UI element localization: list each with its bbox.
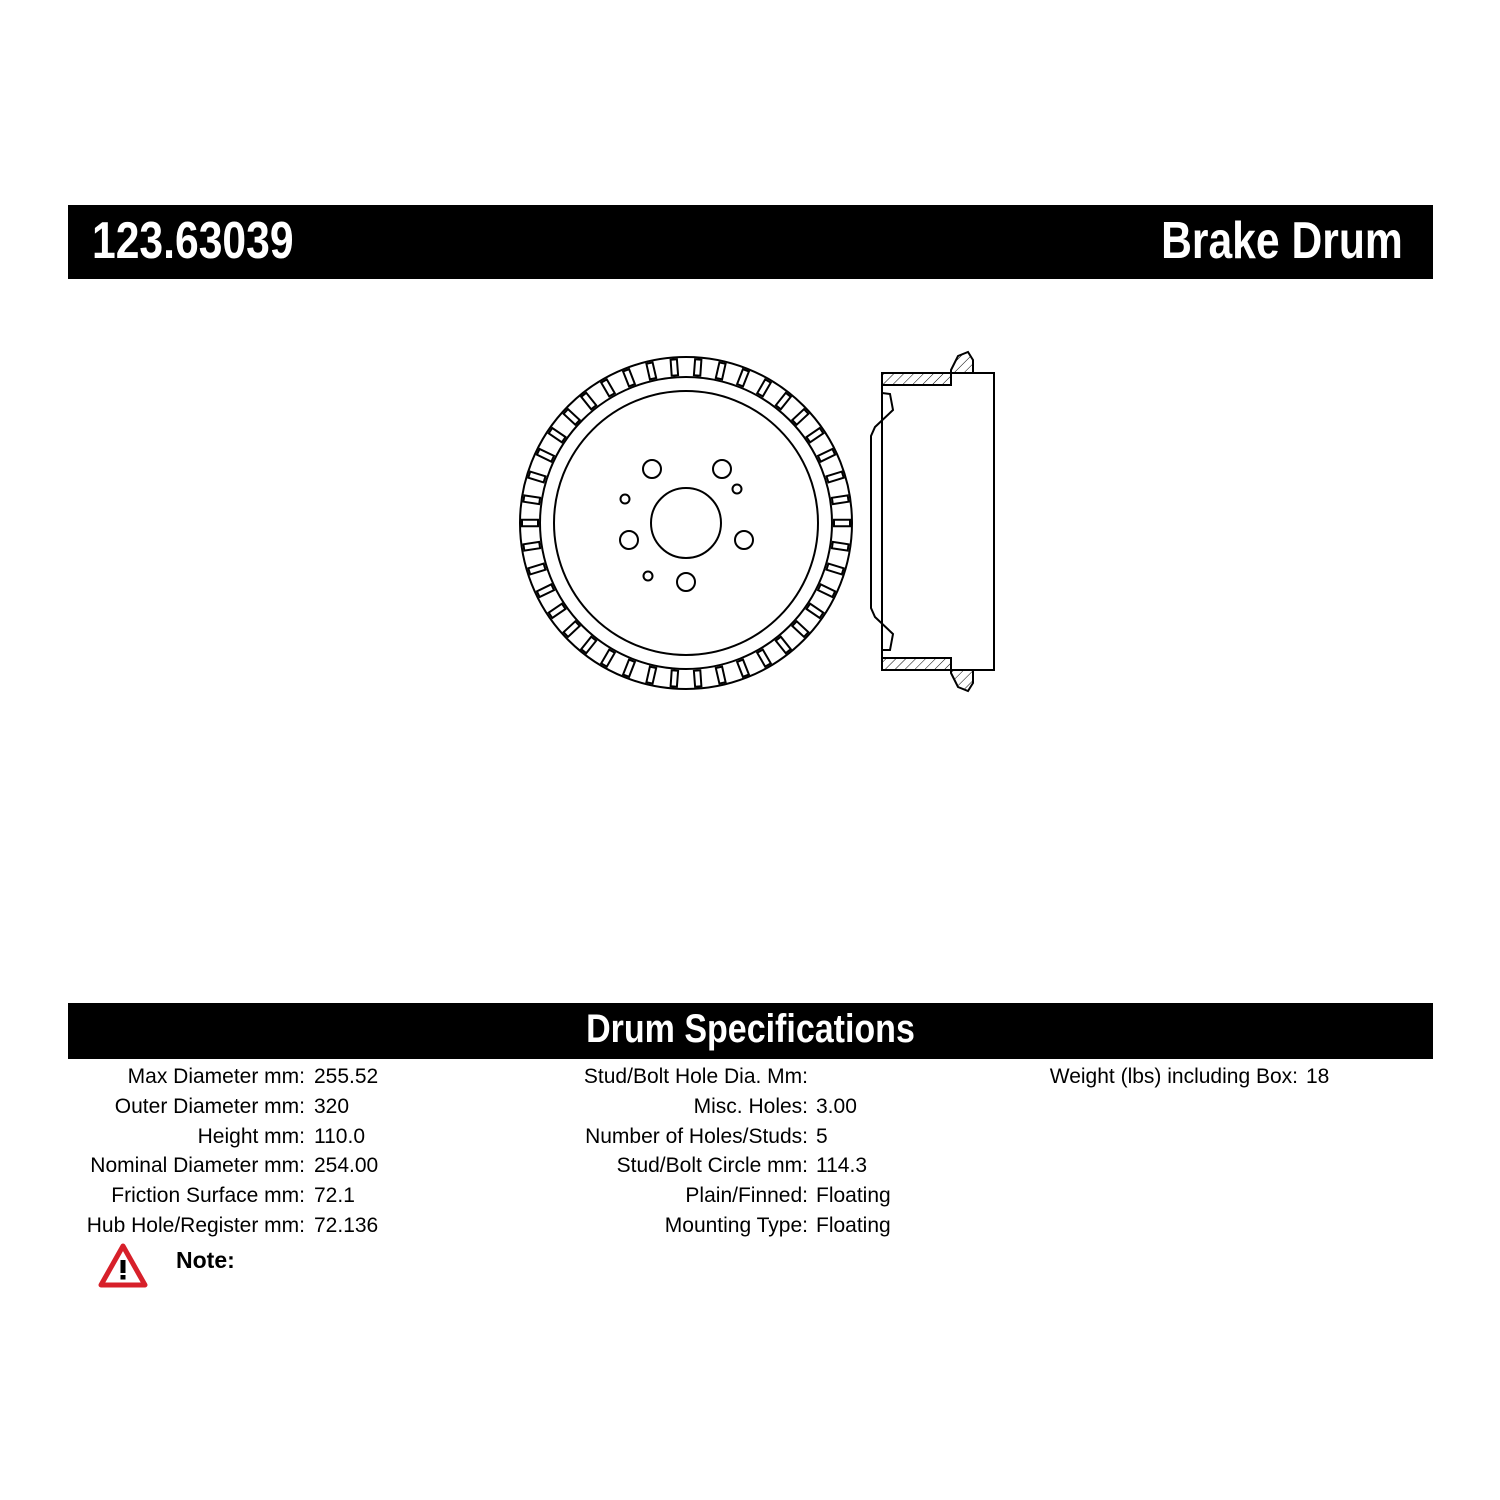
- spec-value: 72.1: [314, 1184, 355, 1208]
- warning-triangle-icon: [98, 1243, 148, 1289]
- cooling-fin: [776, 393, 791, 410]
- spec-column-3: [0, 1064, 1500, 1094]
- cooling-fin: [716, 362, 726, 379]
- cooling-fin: [549, 604, 566, 618]
- cooling-fin: [737, 660, 749, 677]
- spec-label: Weight (lbs) including Box:: [1049, 1065, 1298, 1088]
- cooling-fin: [834, 520, 850, 526]
- misc-holes: [621, 485, 742, 581]
- spec-value: 18: [1306, 1065, 1330, 1088]
- spec-label: Outer Diameter mm:: [114, 1094, 305, 1118]
- cooling-fin: [581, 637, 596, 654]
- spec-value: Floating: [816, 1213, 891, 1237]
- cooling-fin: [792, 621, 808, 637]
- cooling-fin: [832, 495, 849, 504]
- cooling-fin: [549, 428, 566, 442]
- spec-label: Number of Holes/Studs:: [585, 1124, 808, 1148]
- cooling-fin: [528, 564, 545, 575]
- cooling-fin: [737, 369, 749, 386]
- spec-row: [0, 1094, 1500, 1124]
- product-type: Brake Drum: [1161, 212, 1403, 270]
- cooling-fin: [523, 495, 540, 504]
- cooling-fin: [646, 667, 656, 684]
- part-number: 123.63039: [92, 212, 294, 270]
- spec-value: 5: [816, 1124, 828, 1148]
- spec-value: 110.0: [314, 1124, 365, 1148]
- cooling-fin: [807, 428, 824, 442]
- cooling-fin: [832, 542, 849, 551]
- cooling-fin: [827, 564, 844, 575]
- spec-title: Drum Specifications: [586, 1007, 915, 1051]
- spec-row: [0, 1124, 1500, 1154]
- side-section-view: [871, 352, 994, 691]
- cooling-fin: [522, 520, 538, 526]
- cooling-fin: [792, 409, 808, 425]
- front-view: [520, 357, 852, 689]
- spec-label: Stud/Bolt Circle mm:: [616, 1154, 808, 1178]
- cooling-fin: [564, 409, 580, 425]
- spec-label: Friction Surface mm:: [111, 1184, 305, 1208]
- spec-label: Plain/Finned:: [685, 1184, 808, 1208]
- cooling-fin: [537, 584, 554, 597]
- spec-row: [0, 1213, 1500, 1243]
- cooling-fin: [818, 584, 835, 597]
- cooling-fin: [623, 369, 635, 386]
- cooling-fin: [757, 650, 771, 667]
- cooling-fin: [646, 362, 656, 379]
- spec-row: [0, 1183, 1500, 1213]
- note-label: Note:: [176, 1247, 235, 1273]
- cooling-fin: [601, 379, 615, 396]
- cooling-fin: [776, 637, 791, 654]
- spec-row: [0, 1153, 1500, 1183]
- cooling-fin: [671, 670, 679, 687]
- stud-holes: [620, 460, 753, 591]
- hub-hole: [651, 488, 721, 558]
- spec-value: 254.00: [314, 1154, 379, 1178]
- spec-label: Height mm:: [197, 1124, 305, 1148]
- spec-value: 320: [314, 1094, 350, 1118]
- spec-label: Max Diameter mm:: [127, 1065, 305, 1088]
- spec-bar: [68, 1003, 1433, 1059]
- spec-label: Nominal Diameter mm:: [90, 1154, 305, 1178]
- spec-value: Floating: [816, 1184, 891, 1208]
- spec-label: Stud/Bolt Hole Dia. Mm:: [583, 1065, 808, 1088]
- cooling-fin: [528, 472, 545, 483]
- cooling-fin: [601, 650, 615, 667]
- cooling-fin: [827, 472, 844, 483]
- cooling-fin: [716, 667, 726, 684]
- spec-label: Hub Hole/Register mm:: [86, 1213, 305, 1237]
- spec-value: 114.3: [816, 1154, 867, 1178]
- cooling-fin: [694, 670, 702, 687]
- spec-label: Misc. Holes:: [693, 1094, 808, 1118]
- cooling-fins: [522, 359, 850, 687]
- spec-value: 255.52: [314, 1065, 379, 1088]
- cooling-fin: [671, 359, 679, 376]
- cooling-fin: [523, 542, 540, 551]
- cooling-fin: [757, 379, 771, 396]
- cooling-fin: [581, 393, 596, 410]
- cooling-fin: [818, 449, 835, 462]
- cooling-fin: [564, 621, 580, 637]
- cooling-fin: [694, 359, 702, 376]
- cooling-fin: [537, 449, 554, 462]
- cooling-fin: [807, 604, 824, 618]
- spec-value: 72.136: [314, 1213, 379, 1237]
- cooling-fin: [623, 660, 635, 677]
- spec-label: Mounting Type:: [664, 1213, 808, 1237]
- spec-row: [0, 1064, 1500, 1094]
- spec-value: 3.00: [816, 1094, 857, 1118]
